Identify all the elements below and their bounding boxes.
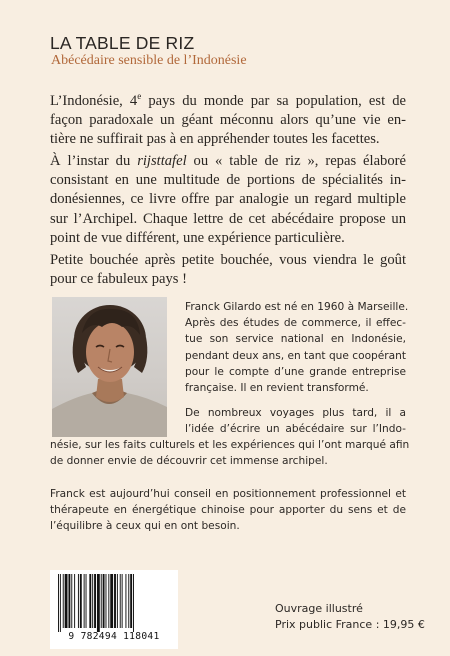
isbn-number: 9 782494 118041 — [68, 631, 160, 642]
barcode-bar — [89, 574, 91, 628]
barcode-bar — [114, 574, 116, 628]
blurb-paragraph-2: À l’instar du rijsttafel ou « table de riz », repas élaboré consistant en une multitude de portions de spécialités in- donésiennes, ce livre offre par analogie un regard multiple sur l’Archipel. Chaque lettre de cet abécédaire propose un point de vue différent, une expérience particulière. — [50, 153, 406, 246]
author-photo — [52, 297, 167, 437]
barcode-bar — [106, 574, 107, 628]
barcode-bar — [86, 574, 87, 628]
barcode-bar — [58, 574, 59, 632]
isbn-barcode — [50, 570, 178, 649]
author-bio-1: Franck Gilardo est né en 1960 à Marseille. Après des études de commerce, il effec- tue son service national en Indonésie, pendant deux ans, en tant que coopérant pour le compte d’une grande entreprise française. Il en revient transformé. — [185, 301, 409, 395]
barcode-bar — [117, 574, 118, 628]
barcode-bar — [94, 574, 96, 628]
author-bio-3: Franck est aujourd’hui conseil en positionnement professionnel et thérapeute en énergétique chinoise pour apporter du sens et de l’équilibre à ceux qui en ont besoin. — [50, 488, 406, 533]
barcode-bar — [110, 574, 113, 628]
barcode-bar — [125, 574, 126, 628]
barcode-bar — [71, 574, 72, 628]
barcode-bar — [68, 574, 70, 628]
barcode-bar — [92, 574, 93, 628]
barcode-bar — [80, 574, 82, 628]
barcode-bar — [122, 574, 123, 628]
barcode-bar — [130, 574, 132, 628]
illustrated-note: Ouvrage illustré — [275, 602, 363, 615]
blurb-paragraph-3: Petite bouchée après petite bouchée, vous viendra le goût pour ce fabuleux pays ! — [50, 252, 406, 288]
barcode-bar — [128, 574, 129, 628]
barcode-bar — [103, 574, 105, 628]
book-subtitle: Abécédaire sensible de l’Indonésie — [51, 53, 247, 68]
barcode-bar — [84, 574, 85, 628]
author-bio-2-continued: nésie, sur les faits culturels et les expériences qui l’ont marqué afin de donner envie de découvrir cet immense archipel. — [50, 439, 410, 468]
book-info — [275, 601, 425, 633]
barcode-bar — [65, 574, 68, 628]
barcode-bar — [101, 574, 102, 628]
barcode-bar — [97, 574, 100, 632]
barcode-bar — [120, 574, 121, 628]
public-price: Prix public France : 19,95 € — [275, 618, 425, 631]
author-bio-2: De nombreux voyages plus tard, il a l’idée d’écrire un abécédaire sur l’Indo- — [185, 407, 406, 436]
barcode-bar — [108, 574, 109, 628]
blurb-paragraph-1: L’Indonésie, 4e pays du monde par sa population, est de façon paradoxale un géant méconnu alors qu’une vie en- tière ne suffirait pas à en appréhender toutes les facettes. — [50, 91, 406, 148]
barcode-bar — [60, 574, 61, 632]
barcode-bar — [133, 574, 134, 632]
barcode-bar — [78, 574, 79, 628]
barcode-bar — [63, 574, 64, 628]
book-title: LA TABLE DE RIZ — [50, 33, 195, 53]
barcode-bars — [58, 574, 170, 632]
barcode-bar — [74, 574, 75, 628]
